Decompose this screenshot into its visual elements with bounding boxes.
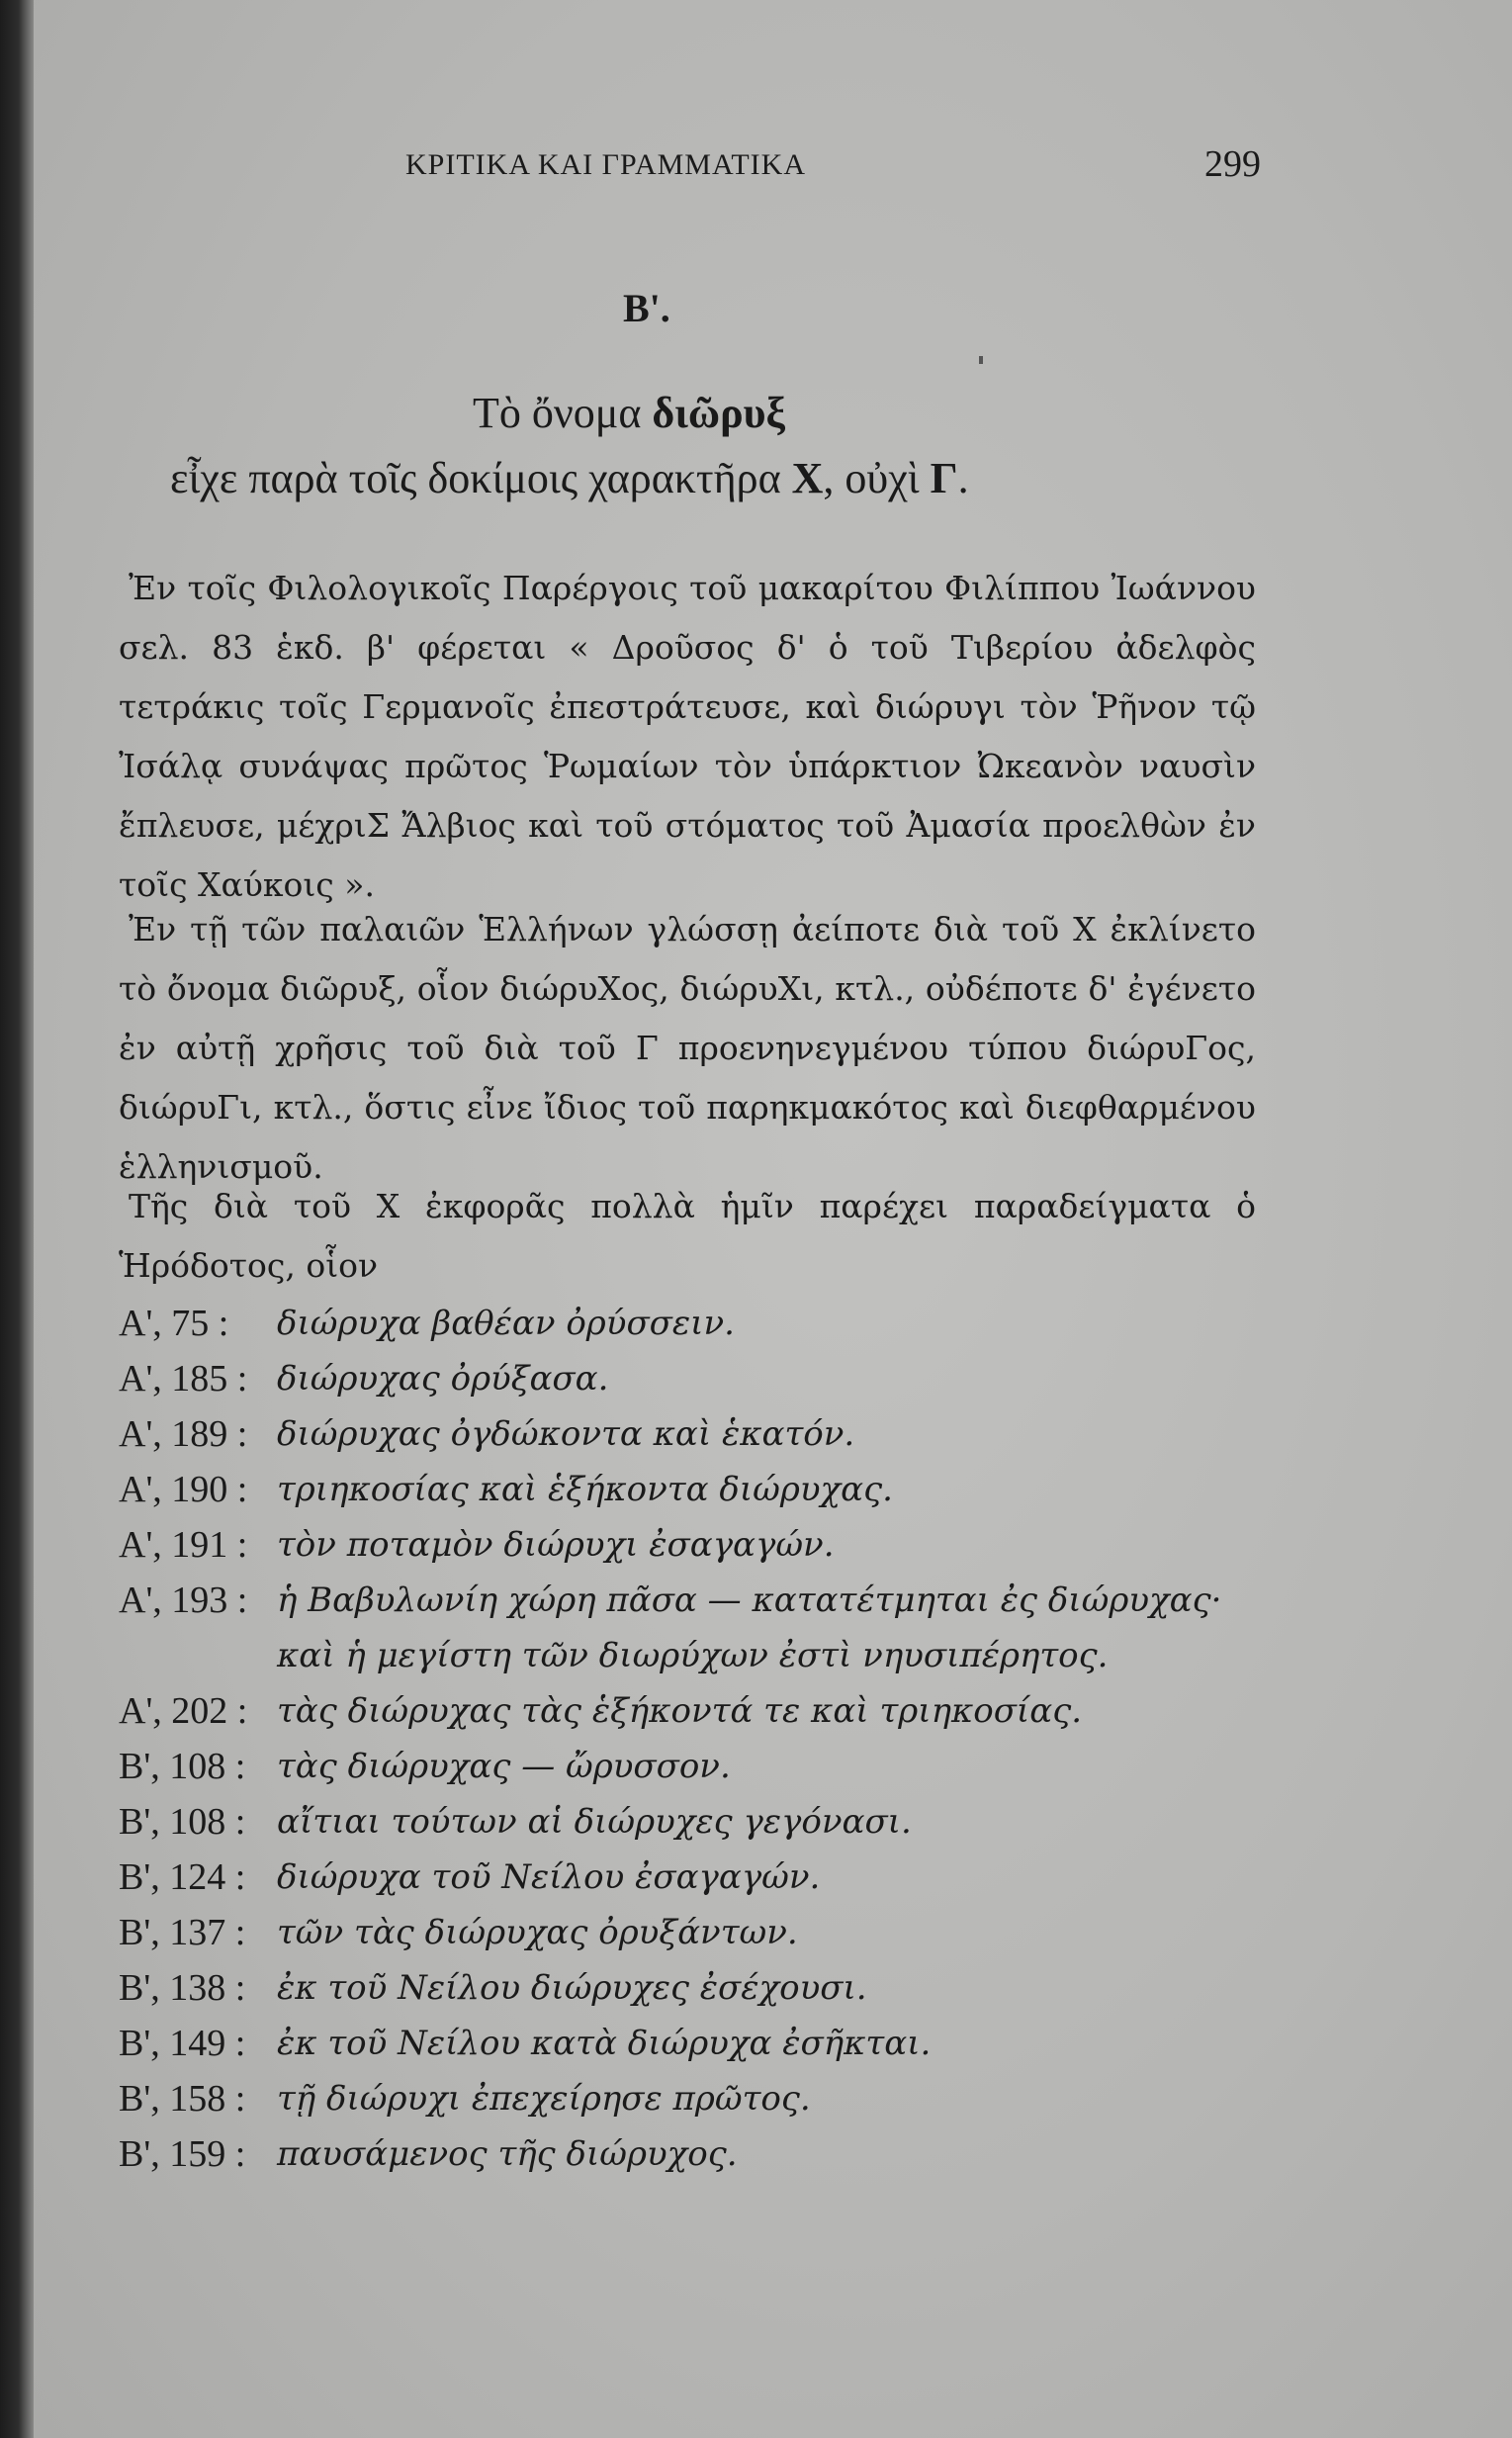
subtitle-line-1-text: Τὸ ὄνομα <box>473 389 642 437</box>
citation-ref: Β', 108 : <box>119 1801 246 1843</box>
citation-ref: Α', 191 : <box>119 1524 248 1566</box>
subtitle-line-2 <box>170 453 969 503</box>
citation-text: τῇ διώρυχι ἐπεχείρησε πρῶτος. <box>277 2079 811 2119</box>
citation-ref: Β', 124 : <box>119 1856 246 1898</box>
page-header <box>297 143 1261 196</box>
citation-row <box>119 1960 1256 2016</box>
citation-ref: Α', 75 : <box>119 1303 229 1344</box>
citation-row <box>119 1739 1256 1794</box>
citation-ref: Α', 185 : <box>119 1358 248 1400</box>
citation-ref: Α', 189 : <box>119 1413 248 1455</box>
citation-row <box>119 1905 1256 1960</box>
citation-text: ἐκ τοῦ Νείλου κατὰ διώρυχα ἐσῆκται. <box>277 2024 932 2063</box>
citation-ref: Β', 138 : <box>119 1967 246 2009</box>
citation-row <box>119 1517 1256 1573</box>
citation-text: αἴτιαι τούτων αἱ διώρυχες γεγόνασι. <box>277 1802 912 1842</box>
subtitle-ouchi: , οὐχὶ <box>823 454 920 502</box>
section-mark: Β'. <box>623 286 670 330</box>
citation-row <box>119 2071 1256 2126</box>
citation-text: διώρυχα τοῦ Νείλου ἐσαγαγών. <box>277 1857 821 1897</box>
citation-row <box>119 1683 1256 1739</box>
citation-row <box>119 1296 1256 1351</box>
citation-ref: Α', 190 : <box>119 1469 248 1510</box>
citation-row <box>119 1850 1256 1905</box>
citation-continuation: καὶ ἡ μεγίστη τῶν διωρύχων ἐστὶ νηυσιπέρητος. <box>277 1636 1109 1675</box>
paragraph-3 <box>119 1177 1256 1296</box>
citation-row <box>119 1406 1256 1462</box>
citation-text: ἡ Βαβυλωνίη χώρη πᾶσα — κατατέτμηται ἐς διώρυχας· <box>277 1580 1222 1620</box>
citation-text: διώρυχας ὀγδώκοντα καὶ ἑκατόν. <box>277 1414 855 1454</box>
running-title: ΚΡΙΤΙΚΑ ΚΑΙ ΓΡΑΜΜΑΤΙΚΑ <box>405 148 806 181</box>
citation-text: διώρυχας ὀρύξασα. <box>277 1359 609 1399</box>
citation-row <box>119 1351 1256 1406</box>
citation-ref: Β', 108 : <box>119 1746 246 1787</box>
subtitle-letter-x: Χ <box>791 454 824 502</box>
citation-ref: Α', 202 : <box>119 1690 248 1732</box>
citation-ref: Β', 137 : <box>119 1912 246 1953</box>
citation-text: τῶν τὰς διώρυχας ὀρυξάντων. <box>277 1913 798 1952</box>
citation-text: τὰς διώρυχας — ὤρυσσον. <box>277 1747 731 1786</box>
citation-text: ἐκ τοῦ Νείλου διώρυχες ἐσέχουσι. <box>277 1968 867 2008</box>
paragraph-2 <box>119 900 1256 1197</box>
citation-text: τὰς διώρυχας τὰς ἑξήκοντά τε καὶ τριηκοσίας. <box>277 1691 1083 1731</box>
citation-row <box>119 2016 1256 2071</box>
paragraph-1 <box>119 559 1256 915</box>
citation-list <box>119 1296 1256 2182</box>
paragraph-1-text: Ἐν τοῖς Φιλολογικοῖς Παρέργοις τοῦ μακαρίτου Φιλίππου Ἰωάννου σελ. 83 ἑκδ. β' φέρεται « Δροῦσος δ' ὁ τοῦ Τιβερίου ἀδελφὸς τετράκις τοῖς Γερμανοῖς ἐπεστράτευσε, καὶ διώρυγι τὸν Ῥῆνον τῷ Ἰσάλᾳ συνάψας πρῶτος Ῥωμαίων τὸν ὑπάρκτιον Ὠκεανὸν ναυσὶν ἔπλευσε, μέχριΣ Ἄλβιος καὶ τοῦ στόματος τοῦ Ἀμασία προελθὼν ἐν τοῖς Χαύκοις ». <box>119 569 1256 904</box>
citation-text: παυσάμενος τῆς διώρυχος. <box>277 2134 738 2174</box>
page-number: 299 <box>1204 143 1261 185</box>
citation-text: διώρυχα βαθέαν ὀρύσσειν. <box>277 1304 735 1343</box>
book-gutter-shadow <box>0 0 34 2438</box>
ink-speck <box>979 356 983 364</box>
paragraph-3-text: Τῆς διὰ τοῦ Χ ἐκφορᾶς πολλὰ ἡμῖν παρέχει παραδείγματα ὁ Ἡρόδοτος, οἷον <box>119 1187 1256 1285</box>
subtitle-line-1 <box>473 388 785 438</box>
citation-row <box>119 1462 1256 1517</box>
subtitle-period: . <box>957 454 969 502</box>
citation-row <box>119 2126 1256 2182</box>
citation-row <box>119 1573 1256 1628</box>
subtitle-line-2-text: εἶχε παρὰ τοῖς δοκίμοις χαρακτῆρα <box>170 454 781 502</box>
citation-ref: Α', 193 : <box>119 1580 248 1621</box>
paragraph-2-text: Ἐν τῇ τῶν παλαιῶν Ἑλλήνων γλώσσῃ ἀείποτε διὰ τοῦ Χ ἐκλίνετο τὸ ὄνομα διῶρυξ, οἷον διώρυΧος, διώρυΧι, κτλ., οὐδέποτε δ' ἐγένετο ἐν αὐτῇ χρῆσις τοῦ διὰ τοῦ Γ προενηνεγμένου τύπου διώρυΓος, διώρυΓι, κτλ., ὅστις εἶνε ἴδιος τοῦ παρηκμακότος καὶ διεφθαρμένου ἑλληνισμοῦ. <box>119 910 1256 1186</box>
subtitle-keyword: διῶρυξ <box>652 389 786 437</box>
subtitle-letter-g: Γ <box>930 454 958 502</box>
citation-ref: Β', 158 : <box>119 2078 246 2120</box>
citation-ref: Β', 149 : <box>119 2023 246 2064</box>
citation-text: τὸν ποταμὸν διώρυχι ἐσαγαγών. <box>277 1525 835 1565</box>
citation-row <box>119 1794 1256 1850</box>
citation-ref: Β', 159 : <box>119 2133 246 2175</box>
citation-text: τριηκοσίας καὶ ἑξήκοντα διώρυχας. <box>277 1470 893 1509</box>
